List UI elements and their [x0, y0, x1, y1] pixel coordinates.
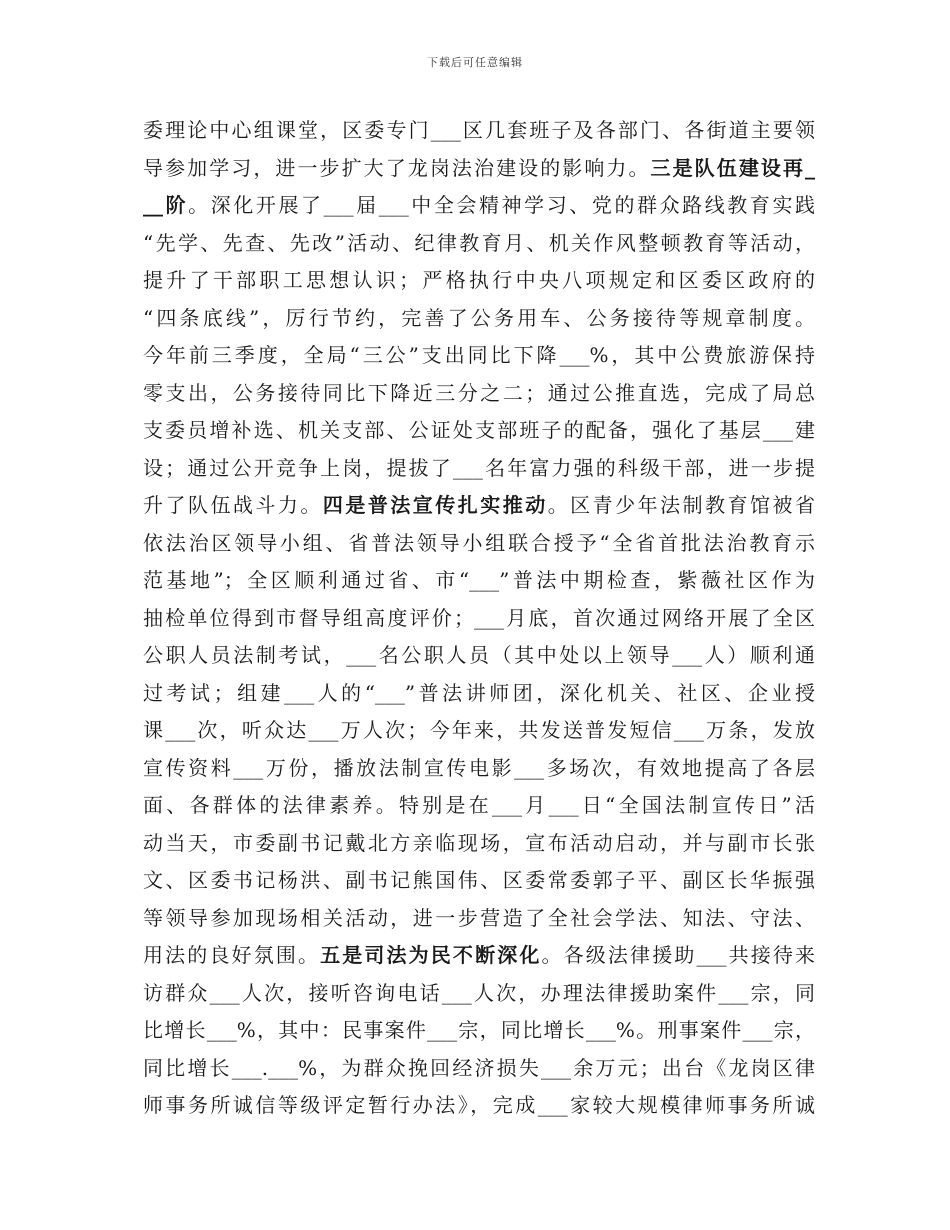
text-line — [143, 1087, 815, 1125]
text-line — [143, 787, 815, 825]
text-segment: 设；通过公开竞争上岗，提拔了___名年富力强的科级干部，进一步提 — [143, 455, 815, 480]
text-line — [143, 225, 815, 263]
text-segment: 零支出，公务接待同比下降近三分之二；通过公推直选，完成了局总 — [143, 380, 815, 405]
text-segment: 宣传资料___万份，播放法制宣传电影___多场次，有效地提高了各层 — [143, 755, 815, 780]
text-segment: 。深化开展了___届___中全会精神学习、党的群众路线教育实践 — [188, 193, 816, 217]
text-line — [143, 562, 815, 600]
text-segment: 今年前三季度，全局“三公”支出同比下降___%，其中公费旅游保持 — [143, 343, 815, 367]
text-line — [143, 712, 815, 750]
bold-heading-phrase: 三是队伍建设再_ — [650, 155, 816, 180]
text-segment: “先学、先查、先改”活动、纪律教育月、机关作风整顿教育等活动， — [143, 230, 815, 255]
text-segment: 用法的良好氛围。 — [143, 943, 321, 967]
text-segment: 导参加学习，进一步扩大了龙岗法治建设的影响力。 — [143, 155, 651, 180]
text-line — [143, 862, 815, 900]
text-line — [143, 825, 815, 863]
text-segment: 提升了干部职工思想认识；严格执行中央八项规定和区委区政府的 — [143, 268, 815, 292]
text-line — [143, 525, 815, 563]
text-line — [143, 937, 815, 975]
text-line — [143, 750, 815, 788]
text-line — [143, 150, 815, 188]
text-segment: 面、各群体的法律素养。特别是在___月___日“全国法制宣传日”活 — [143, 793, 815, 817]
text-line — [143, 112, 815, 150]
text-segment: “四条底线”，厉行节约，完善了公务用车、公务接待等规章制度。 — [143, 305, 815, 330]
text-segment: 范基地”；全区顺利通过省、市“___”普法中期检查，紫薇社区作为 — [143, 568, 815, 592]
text-segment: 动当天，市委副书记戴北方亲临现场，宣布活动启动，并与副市长张 — [143, 830, 815, 855]
page-header: 下载后可任意编辑 — [427, 56, 523, 69]
text-line — [143, 487, 815, 525]
text-line — [143, 412, 815, 450]
document-body — [143, 112, 815, 1125]
text-segment: 过考试；组建___人的“___”普法讲师团，深化机关、社区、企业授 — [143, 680, 815, 705]
text-segment: 。各级法律援助___共接待来 — [541, 943, 816, 967]
text-line — [143, 375, 815, 413]
text-segment: 课___次，听众达___万人次；今年来，共发送普发短信___万条，发放 — [143, 718, 815, 742]
text-line — [143, 300, 815, 338]
text-segment: 等领导参加现场相关活动，进一步营造了全社会学法、知法、守法、 — [143, 905, 815, 930]
text-segment: 委理论中心组课堂，区委专门___区几套班子及各部门、各街道主要领 — [143, 118, 815, 142]
bold-heading-phrase: 五是司法为民不断深化 — [320, 943, 542, 967]
text-segment: 公职人员法制考试，___名公职人员（其中处以上领导___人）顺利通 — [143, 643, 815, 667]
text-line — [143, 1050, 815, 1088]
text-line — [143, 600, 815, 638]
text-line — [143, 187, 815, 225]
text-line — [143, 900, 815, 938]
text-line — [143, 1012, 815, 1050]
text-segment: 同比增长___.___%，为群众挽回经济损失___余万元；出台《龙岗区律 — [143, 1055, 815, 1080]
text-line — [143, 975, 815, 1013]
text-segment: 抽检单位得到市督导组高度评价；___月底，首次通过网络开展了全区 — [143, 605, 815, 630]
text-line — [143, 675, 815, 713]
text-segment: 访群众___人次，接听咨询电话___人次，办理法律援助案件___宗，同 — [143, 980, 815, 1005]
text-line — [143, 337, 815, 375]
bold-heading-phrase: 四是普法宣传扎实推动 — [322, 493, 548, 517]
text-segment: 比增长___%，其中：民事案件___宗，同比增长___%。刑事案件___宗， — [143, 1018, 815, 1042]
text-line — [143, 637, 815, 675]
text-line — [143, 262, 815, 300]
text-segment: 。区青少年法制教育馆被省 — [547, 493, 816, 517]
bold-heading-phrase: __阶 — [143, 193, 189, 217]
text-segment: 师事务所诚信等级评定暂行办法》，完成___家较大规模律师事务所诚 — [143, 1093, 815, 1117]
text-segment: 支委员增补选、机关支部、公证处支部班子的配备，强化了基层___建 — [143, 418, 815, 442]
text-line — [143, 450, 815, 488]
text-segment: 依法治区领导小组、省普法领导小组联合授予“全省首批法治教育示 — [143, 530, 815, 555]
text-segment: 升了队伍战斗力。 — [143, 493, 323, 517]
text-segment: 文、区委书记杨洪、副书记熊国伟、区委常委郭子平、副区长华振强 — [143, 868, 815, 892]
